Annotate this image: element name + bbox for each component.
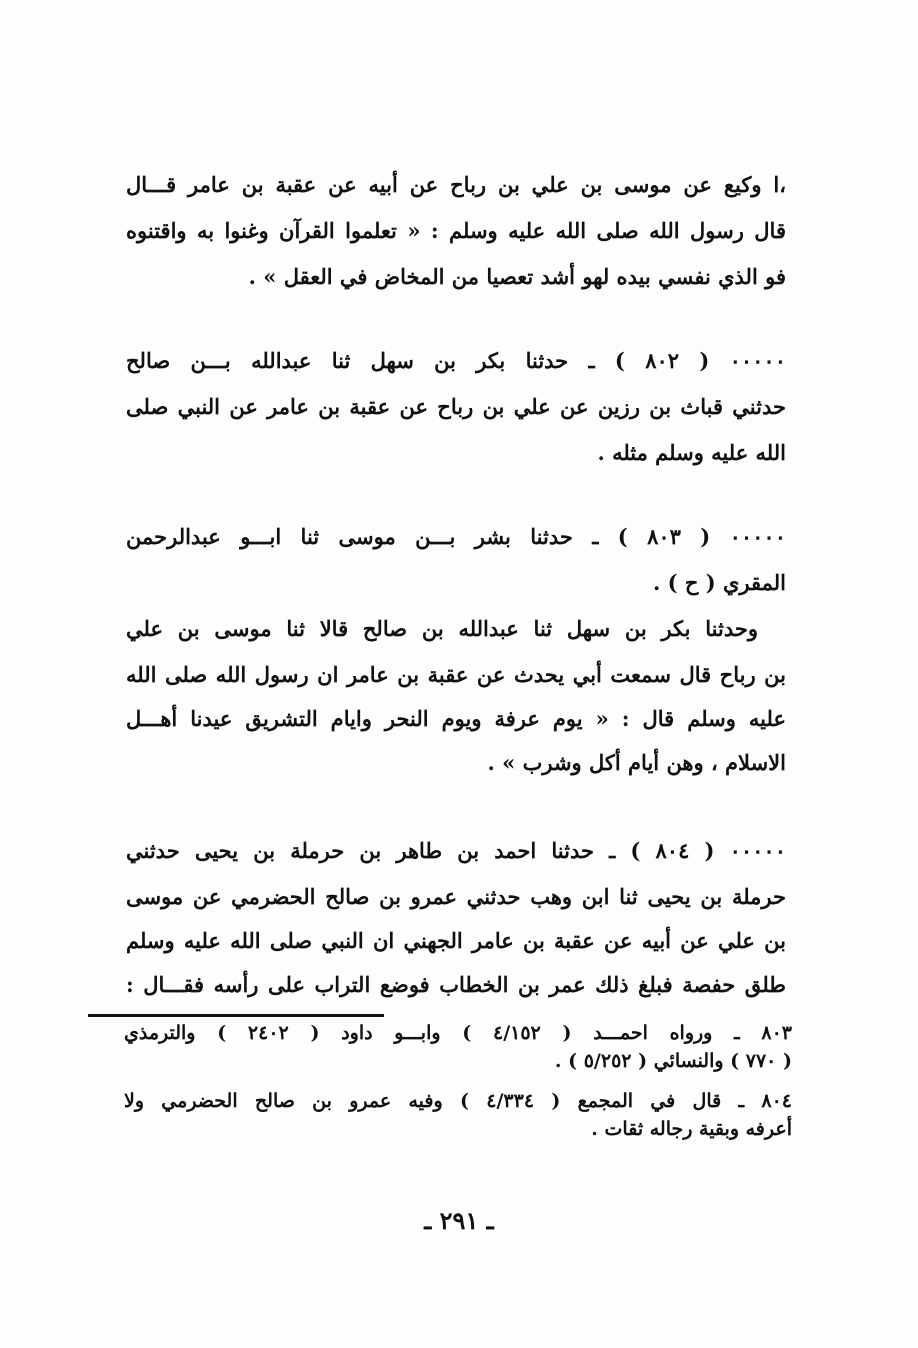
- hadith-801-line-3: فو الذي نفسي بيده لهو أشد تعصيا من المخاض في العقل » .: [248, 264, 786, 289]
- hadith-801-line-1: ،ا وكيع عن موسى بن علي بن رباح عن أبيه عن عقبة بن عامر قـــال: [126, 172, 786, 197]
- footnote-803-line-2: ( ٧٧٠ ) والنسائي ( ٥/٢٥٢ ) .: [554, 1050, 792, 1072]
- page-number: ـ ٢٩١ ـ: [424, 1206, 494, 1235]
- hadith-804-line-1: ٠٠٠٠٠ ( ٨٠٤ ) ـ حدثنا احمد بن طاهر بن حرملة بن يحيى حدثني: [126, 838, 786, 863]
- hadith-804-line-2: حرملة بن يحيى ثنا ابن وهب حدثني عمرو بن صالح الحضرمي عن موسى: [126, 884, 786, 909]
- hadith-802-line-1: ٠٠٠٠٠ ( ٨٠٢ ) ـ حدثنا بكر بن سهل ثنا عبدالله بـــن صالح: [126, 348, 786, 373]
- hadith-803-line-1: ٠٠٠٠٠ ( ٨٠٣ ) ـ حدثنا بشر بـــن موسى ثنا ابـــو عبدالرحمن: [126, 524, 786, 549]
- hadith-803-line-2: المقري ( ح ) .: [652, 570, 786, 595]
- hadith-803-line-3: وحدثنا بكر بن سهل ثنا عبدالله بن صالح قالا ثنا موسى بن علي: [126, 616, 758, 641]
- hadith-804-line-4: طلق حفصة فبلغ ذلك عمر بن الخطاب فوضع التراب على رأسه فقـــال :: [126, 972, 786, 997]
- footnote-803-line-1: ٨٠٣ ـ ورواه احمـــد ( ٤/١٥٢ ) وابـــو داود ( ٢٤٠٢ ) والترمذي: [124, 1022, 792, 1044]
- footnote-separator: [88, 1014, 384, 1017]
- hadith-802-line-2: حدثني قباث بن رزين عن علي بن رباح عن عقبة بن عامر عن النبي صلى: [126, 394, 786, 419]
- footnote-804-line-2: أعرفه وبقية رجاله ثقات .: [591, 1118, 792, 1140]
- hadith-803-line-5: عليه وسلم قال : « يوم عرفة ويوم النحر وايام التشريق عيدنا أهـــل: [126, 706, 786, 731]
- hadith-804-line-3: بن علي عن أبيه عن عقبة بن عامر الجهني ان النبي صلى الله عليه وسلم: [126, 928, 786, 953]
- hadith-803-line-6: الاسلام ، وهن أيام أكل وشرب » .: [487, 750, 786, 775]
- hadith-803-line-4: بن رباح قال سمعت أبي يحدث عن عقبة بن عامر ان رسول الله صلى الله: [126, 662, 786, 687]
- footnote-804-line-1: ٨٠٤ ـ قال في المجمع ( ٤/٣٣٤ ) وفيه عمرو بن صالح الحضرمي ولا: [124, 1090, 792, 1112]
- hadith-802-line-3: الله عليه وسلم مثله .: [597, 440, 786, 465]
- hadith-801-line-2: قال رسول الله صلى الله عليه وسلم : « تعلموا القرآن وغنوا به واقتنوه: [126, 218, 786, 243]
